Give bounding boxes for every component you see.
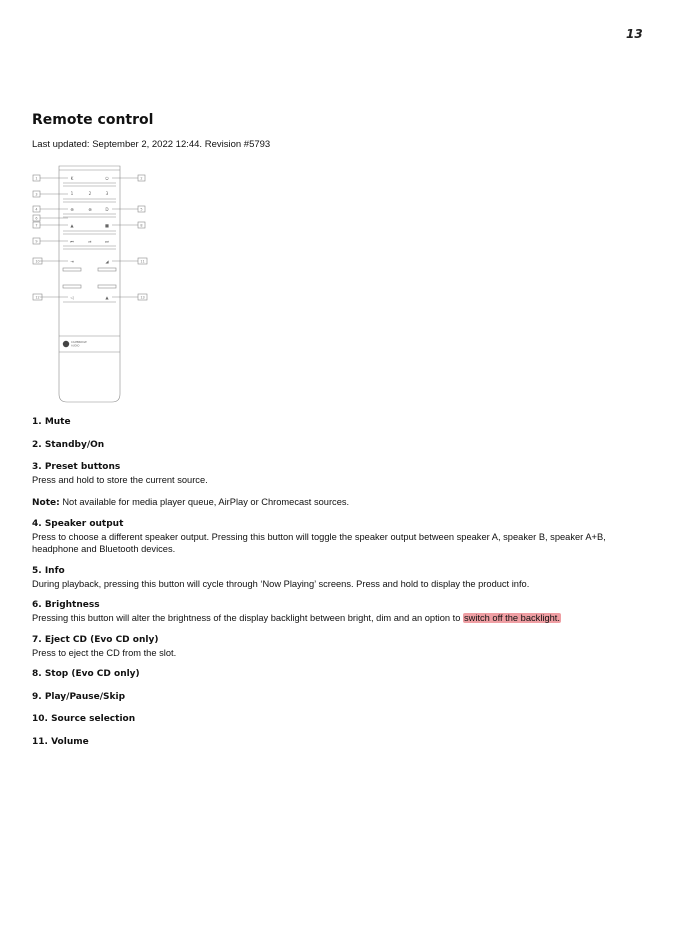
standby-glyph: ⏻ <box>105 176 109 181</box>
item-text: Press and hold to store the current source. <box>32 475 208 485</box>
item-text: During playback, pressing this button will cycle through ‘Now Playing’ screens. Press and hold to display the product info. <box>32 578 530 589</box>
svg-text:CAMBRIDGE: CAMBRIDGE <box>71 341 87 344</box>
svg-text:AUDIO: AUDIO <box>71 344 80 348</box>
svg-text:5: 5 <box>140 207 143 212</box>
list-item <box>32 461 622 486</box>
list-item <box>32 565 622 590</box>
item-title: 3. Preset buttons <box>32 462 121 472</box>
svg-text:◢: ◢ <box>105 259 109 264</box>
item-title: 10. Source selection <box>32 714 136 724</box>
svg-text:⏭: ⏭ <box>105 239 109 244</box>
last-updated-meta: Last updated: September 2, 2022 12:44. Revision #5793 <box>32 139 271 150</box>
svg-text:◁: ◁ <box>70 295 74 300</box>
list-item <box>32 416 622 429</box>
svg-text:⊕: ⊕ <box>70 207 74 212</box>
item-text: Pressing this button will alter the brightness of the display backlight between bright, dim and an option to <box>32 613 464 623</box>
svg-text:1: 1 <box>35 176 38 181</box>
svg-text:11: 11 <box>140 259 145 264</box>
list-item <box>32 691 622 704</box>
list-item <box>32 599 622 624</box>
svg-text:■: ■ <box>105 223 109 228</box>
svg-text:7: 7 <box>35 223 38 228</box>
item-title: 5. Info <box>32 565 65 576</box>
list-item <box>32 439 622 452</box>
mute-glyph: K <box>70 176 74 181</box>
svg-text:3: 3 <box>105 191 109 196</box>
svg-text:12: 12 <box>35 295 40 300</box>
note <box>32 496 622 509</box>
item-title: 2. Standby/On <box>32 439 105 450</box>
svg-text:9: 9 <box>35 239 38 244</box>
svg-text:2: 2 <box>140 176 143 181</box>
svg-text:13: 13 <box>140 295 145 300</box>
item-title: 7. Eject CD (Evo CD only) <box>32 634 159 645</box>
svg-text:6: 6 <box>35 216 38 221</box>
svg-text:▲: ▲ <box>70 223 74 228</box>
svg-text:1: 1 <box>70 191 74 196</box>
svg-text:10: 10 <box>35 259 40 264</box>
list-item <box>32 713 622 726</box>
svg-text:3: 3 <box>35 192 38 197</box>
brand-logo <box>63 341 69 347</box>
item-text: Press to eject the CD from the slot. <box>32 647 177 658</box>
note-text: Not available for media player queue, AirPlay or Chromecast sources. <box>59 496 350 507</box>
item-title: 6. Brightness <box>32 600 100 610</box>
feature-list <box>32 416 622 758</box>
svg-text:4: 4 <box>35 207 38 212</box>
svg-text:⊗: ⊗ <box>88 207 92 212</box>
item-title: 11. Volume <box>32 736 89 747</box>
svg-text:⇥: ⇥ <box>70 259 74 264</box>
svg-text:▲: ▲ <box>105 295 109 300</box>
remote-body <box>59 166 120 402</box>
page-title: Remote control <box>32 112 154 128</box>
item-title: 9. Play/Pause/Skip <box>32 691 126 702</box>
item-text: Press to choose a different speaker output. Pressing this button will toggle the speaker output between speaker A, speaker B, speaker A+B, headphone and Bluetooth devices. <box>32 532 606 554</box>
svg-text:⏯: ⏯ <box>88 239 92 244</box>
list-item <box>32 668 622 681</box>
svg-text:2: 2 <box>88 191 92 196</box>
item-title: 4. Speaker output <box>32 519 124 529</box>
item-title: 1. Mute <box>32 417 71 427</box>
list-item <box>32 634 622 659</box>
page-number: 13 <box>626 27 643 41</box>
svg-text:8: 8 <box>140 223 143 228</box>
list-item <box>32 736 622 749</box>
note-label: Note: <box>32 497 60 508</box>
highlighted-text: switch off the backlight. <box>464 613 560 623</box>
svg-text:D: D <box>105 207 109 212</box>
item-title: 8. Stop (Evo CD only) <box>32 669 140 679</box>
remote-control-diagram <box>28 162 153 407</box>
list-item <box>32 518 622 555</box>
svg-text:⏮: ⏮ <box>70 239 74 244</box>
